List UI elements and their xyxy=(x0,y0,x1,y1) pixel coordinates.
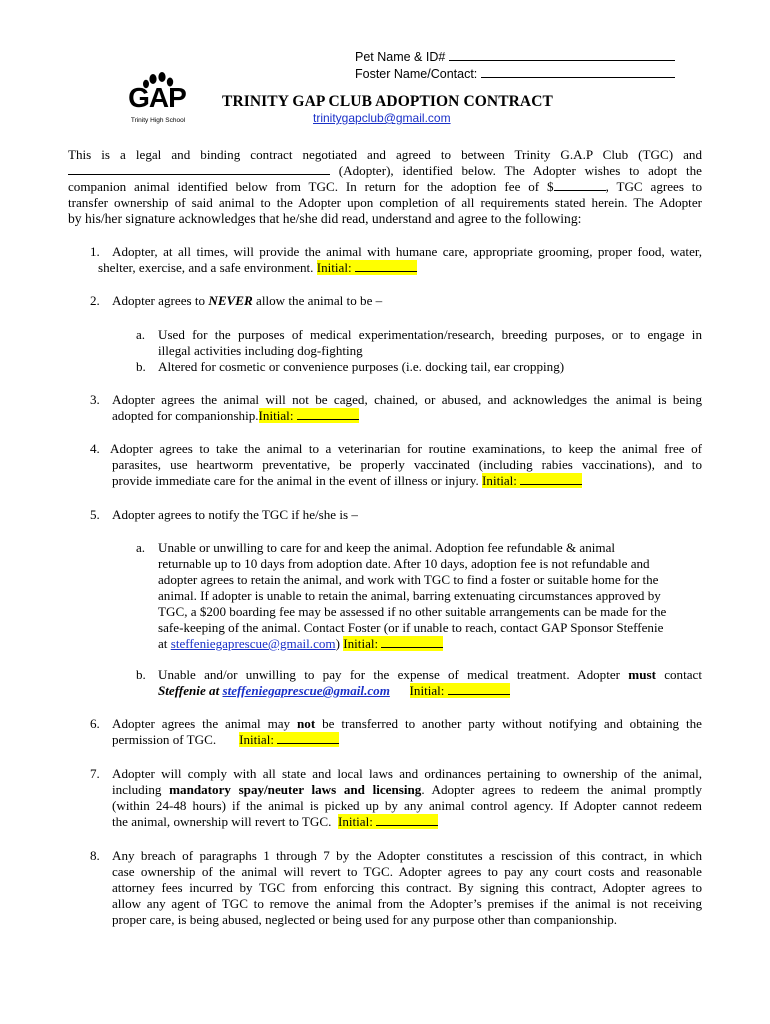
clause-5b: b. Unable and/or unwilling to pay for the expense of medical treatment. Adopter must contact Steffenie at steffeniegaprescue@gmail.com Initial: xyxy=(136,667,702,698)
clause-2a: a. Used for the purposes of medical experimentation/research, breeding purposes, or to engage in illegal activities including dog-fighting xyxy=(136,327,702,358)
clause-8: 8. Any breach of paragraphs 1 through 7 by the Adopter constitutes a rescission of this contract, in which case ownership of the animal will revert to TGC. Adopter agrees to pay any court costs and reasonable attorney fees incurred by TGC from enforcing this contract. By signing this contract, Adopter agrees to allow any agent of TGC to remove the animal from the Adopter’s premises if the animal is not receiving proper care, is being abused, neglected or being used for any purpose other than companionship. xyxy=(90,848,702,927)
intro-line: This is a legal and binding contract negotiated and agreed to between Trinity G.A.P Club (TGC) and xyxy=(68,147,702,162)
initial-field[interactable]: Initial: xyxy=(410,683,510,698)
initial-field[interactable]: Initial: xyxy=(239,732,339,747)
logo-text: GAP xyxy=(128,82,186,113)
page-title: TRINITY GAP CLUB ADOPTION CONTRACT xyxy=(222,93,553,110)
pet-name-row xyxy=(355,50,675,64)
contact-email-link[interactable]: trinitygapclub@gmail.com xyxy=(313,111,451,125)
adoption-fee-field[interactable] xyxy=(554,190,606,191)
gap-logo xyxy=(126,72,196,128)
logo-subtitle: Trinity High School xyxy=(130,117,186,124)
intro-line: (Adopter), identified below. The Adopter wishes to adopt the xyxy=(68,163,702,179)
clause-5a: a. Unable or unwilling to care for and keep the animal. Adoption fee refundable & animal returnable up to 10 days from adoption date. After 10 days, adoption fee is not refundable and adopter agrees to retain the animal, and work with TGC to find a foster or suitable home for the animal. If adopter is unable to retain the animal, barring extenuating circumstances approved by TGC, a $200 boarding fee may be assessed if no other suitable arrangements can be made for the safe-keeping of the animal. Contact Foster (or if unable to reach, contact GAP Sponsor Steffenie at steffeniegaprescue@gmail.com) Initial: xyxy=(136,540,667,651)
initial-field[interactable]: Initial: xyxy=(343,636,443,651)
sponsor-email-link[interactable]: steffeniegaprescue@gmail.com xyxy=(170,636,336,651)
pet-name-label: Pet Name & ID# xyxy=(355,50,446,64)
clause-2b: b. Altered for cosmetic or convenience purposes (i.e. docking tail, ear cropping) xyxy=(136,359,565,374)
clause-1: 1. Adopter, at all times, will provide the animal with humane care, appropriate grooming, proper food, water, shelter, exercise, and a safe environment. Initial: xyxy=(90,244,702,275)
intro-line: by his/her signature acknowledges that he/she did read, understand and agree to the following: xyxy=(68,211,582,226)
clause-5: 5. Adopter agrees to notify the TGC if he/she is – xyxy=(90,507,358,522)
initial-field[interactable]: Initial: xyxy=(482,473,582,488)
sponsor-email-link[interactable]: steffeniegaprescue@gmail.com xyxy=(222,683,390,698)
clause-3: 3. Adopter agrees the animal will not be caged, chained, or abused, and acknowledges the animal is being adopted for companionship.Initial: xyxy=(90,392,702,423)
clause-7: 7. Adopter will comply with all state and local laws and ordinances pertaining to ownership of the animal, including mandatory spay/neuter laws and licensing. Adopter agrees to redeem the animal promptly (within 24-48 hours) if the animal is picked up by any animal control agency. If Adopter cannot redeem the animal, ownership will revert to TGC. Initial: xyxy=(90,766,703,829)
pet-name-field[interactable] xyxy=(449,60,675,61)
initial-field[interactable]: Initial: xyxy=(338,814,438,829)
initial-field[interactable]: Initial: xyxy=(259,408,359,423)
clause-number: 1. xyxy=(90,244,100,259)
foster-contact-label: Foster Name/Contact: xyxy=(355,67,478,81)
foster-contact-row xyxy=(355,67,675,81)
intro-paragraph xyxy=(68,147,702,227)
clause-2: 2. Adopter agrees to NEVER allow the animal to be – xyxy=(90,293,383,308)
clause-4: 4. Adopter agrees to take the animal to a veterinarian for routine examinations, to keep the animal free of parasites, use heartworm preventative, be properly vaccinated (including rabies vaccinations), and to provide immediate care for the animal in the event of illness or injury. Initial: xyxy=(90,441,702,488)
intro-line: transfer ownership of said animal to the Adopter upon completion of all requirements stated herein. The Adopter xyxy=(68,195,702,210)
clause-6: 6. Adopter agrees the animal may not be transferred to another party without notifying and obtaining the permission of TGC. Initial: xyxy=(90,716,702,747)
intro-line: companion animal identified below from TGC. In return for the adoption fee of $ , TGC agrees to xyxy=(68,179,702,194)
initial-field[interactable]: Initial: xyxy=(317,260,417,275)
foster-contact-field[interactable] xyxy=(481,77,675,78)
adopter-name-field[interactable] xyxy=(68,174,330,175)
